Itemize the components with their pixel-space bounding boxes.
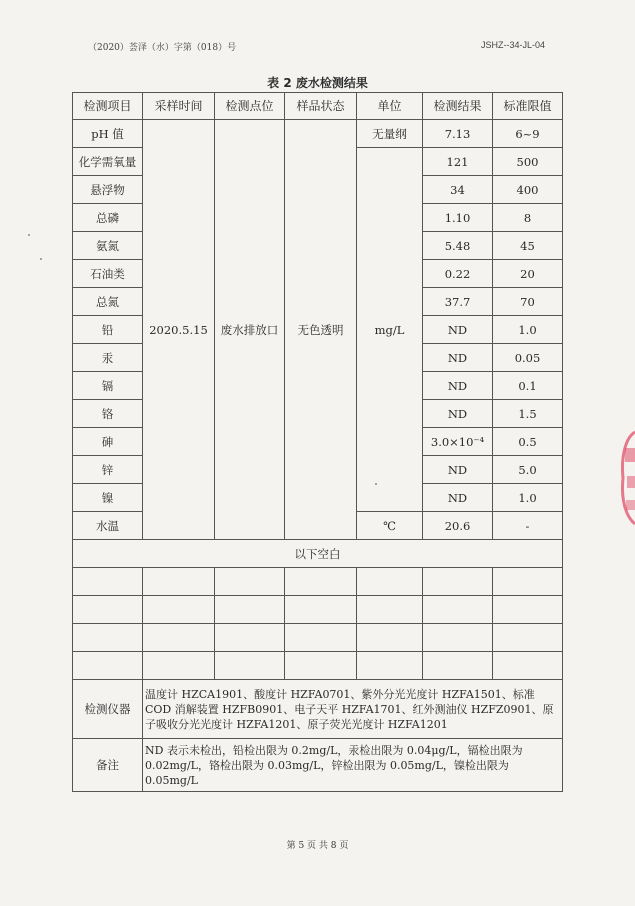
blank-note-row <box>73 540 563 568</box>
sampling-point-cell: 废水排放口 <box>215 120 285 540</box>
limit-cell: 20 <box>493 260 563 288</box>
empty-row <box>73 568 563 596</box>
item-cell: 镍 <box>73 484 143 512</box>
limit-cell: 70 <box>493 288 563 316</box>
result-cell: 7.13 <box>423 120 493 148</box>
item-cell: pH 值 <box>73 120 143 148</box>
table-row <box>73 120 563 148</box>
item-cell: 铬 <box>73 400 143 428</box>
blank-note: 以下空白 <box>73 540 563 568</box>
item-cell: 总磷 <box>73 204 143 232</box>
result-cell: 1.10 <box>423 204 493 232</box>
item-cell: 氨氮 <box>73 232 143 260</box>
item-cell: 化学需氧量 <box>73 148 143 176</box>
scan-speck <box>40 258 42 260</box>
limit-cell: 500 <box>493 148 563 176</box>
result-cell: ND <box>423 372 493 400</box>
result-cell: 3.0×10⁻⁴ <box>423 428 493 456</box>
column-header: 检测点位 <box>215 93 285 120</box>
wastewater-results-table <box>72 92 563 792</box>
item-cell: 水温 <box>73 512 143 540</box>
remarks-text: ND 表示未检出，铅检出限为 0.2mg/L，汞检出限为 0.04μg/L，镉检出限为0.02mg/L，铬检出限为 0.03mg/L，锌检出限为 0.05mg/L，镍检出限为0.05mg/L <box>143 739 563 792</box>
item-cell: 石油类 <box>73 260 143 288</box>
limit-cell: 1.5 <box>493 400 563 428</box>
column-header: 检测结果 <box>423 93 493 120</box>
column-header: 检测项目 <box>73 93 143 120</box>
scan-speck <box>375 483 377 485</box>
instruments-text: 温度计 HZCA1901、酸度计 HZFA0701、紫外分光光度计 HZFA1501、标准COD 消解装置 HZFB0901、电子天平 HZFA1701、红外测油仪 HZFZ0901、原子吸收分光光度计 HZFA1201、原子荧光光度计 HZFA1201 <box>143 680 563 739</box>
remarks-label: 备注 <box>73 739 143 792</box>
empty-row <box>73 596 563 624</box>
limit-cell: 0.05 <box>493 344 563 372</box>
item-cell: 悬浮物 <box>73 176 143 204</box>
sample-state-cell: 无色透明 <box>285 120 357 540</box>
limit-cell: 8 <box>493 204 563 232</box>
limit-cell: 0.5 <box>493 428 563 456</box>
document-number: （2020）荟泽（水）字第（018）号 <box>88 43 237 53</box>
limit-cell: 400 <box>493 176 563 204</box>
item-cell: 总氮 <box>73 288 143 316</box>
column-header: 单位 <box>357 93 423 120</box>
item-cell: 镉 <box>73 372 143 400</box>
table-title: 表 2 废水检测结果 <box>267 76 368 90</box>
result-cell: 121 <box>423 148 493 176</box>
limit-cell: 1.0 <box>493 484 563 512</box>
limit-cell: 6~9 <box>493 120 563 148</box>
limit-cell: 5.0 <box>493 456 563 484</box>
remarks-row <box>73 739 563 792</box>
item-cell: 铅 <box>73 316 143 344</box>
result-cell: 20.6 <box>423 512 493 540</box>
sampling-time-cell: 2020.5.15 <box>143 120 215 540</box>
result-cell: 0.22 <box>423 260 493 288</box>
empty-row <box>73 652 563 680</box>
item-cell: 汞 <box>73 344 143 372</box>
result-cell: ND <box>423 484 493 512</box>
limit-cell: 0.1 <box>493 372 563 400</box>
page-footer: 第 5 页 共 8 页 <box>286 841 349 851</box>
item-cell: 砷 <box>73 428 143 456</box>
document-code: JSHZ--34-JL-04 <box>480 40 545 50</box>
instruments-row <box>73 680 563 739</box>
limit-cell: - <box>493 512 563 540</box>
result-cell: ND <box>423 400 493 428</box>
red-stamp-edge <box>617 428 635 528</box>
instruments-label: 检测仪器 <box>73 680 143 739</box>
result-cell: 37.7 <box>423 288 493 316</box>
result-cell: 34 <box>423 176 493 204</box>
limit-cell: 45 <box>493 232 563 260</box>
result-cell: ND <box>423 316 493 344</box>
scan-speck <box>28 234 30 236</box>
empty-row <box>73 624 563 652</box>
column-header: 样品状态 <box>285 93 357 120</box>
result-cell: ND <box>423 344 493 372</box>
unit-cell: 无量纲 <box>357 120 423 148</box>
table-header-row <box>73 93 563 120</box>
limit-cell: 1.0 <box>493 316 563 344</box>
result-cell: ND <box>423 456 493 484</box>
column-header: 标准限值 <box>493 93 563 120</box>
column-header: 采样时间 <box>143 93 215 120</box>
unit-cell: ℃ <box>357 512 423 540</box>
unit-cell: mg/L <box>357 148 423 512</box>
result-cell: 5.48 <box>423 232 493 260</box>
item-cell: 锌 <box>73 456 143 484</box>
